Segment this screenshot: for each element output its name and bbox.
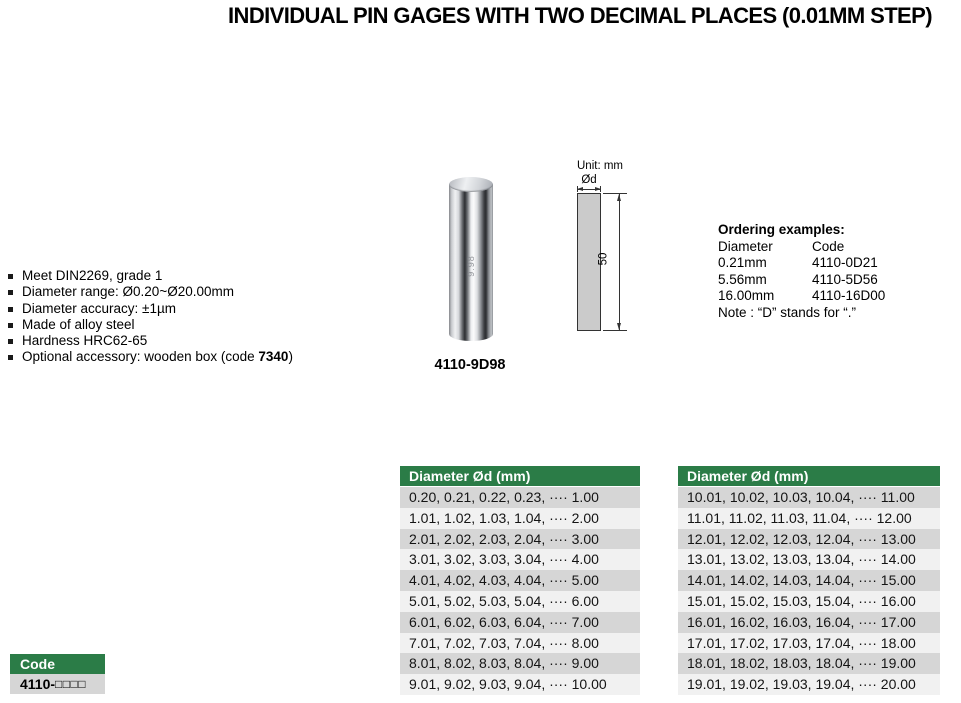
table-row: 11.01, 11.02, 11.03, 11.04, ···· 12.00 xyxy=(678,508,940,529)
diameter-dim-label: Ød xyxy=(581,174,597,186)
ordering-code: 4110-16D00 xyxy=(812,288,886,303)
ordering-row xyxy=(718,288,885,305)
ordering-row xyxy=(718,272,885,289)
table-row: 16.01, 16.02, 16.03, 16.04, ···· 17.00 xyxy=(678,612,940,633)
table-row: 19.01, 19.02, 19.03, 19.04, ···· 20.00 xyxy=(678,674,940,695)
feature-code-bold: 7340 xyxy=(258,349,289,365)
feature-item xyxy=(8,349,293,365)
table-row: 14.01, 14.02, 14.03, 14.04, ···· 15.00 xyxy=(678,570,940,591)
model-code-label: 4110-9D98 xyxy=(434,357,506,373)
table-body xyxy=(678,487,940,695)
extension-line xyxy=(603,330,627,331)
unit-label: Unit: mm xyxy=(577,160,623,172)
bullet-square-icon xyxy=(8,290,13,295)
ordering-row xyxy=(718,255,885,272)
ordering-code: 4110-5D56 xyxy=(812,271,878,287)
table-row: 12.01, 12.02, 12.03, 12.04, ···· 13.00 xyxy=(678,529,940,550)
feature-item xyxy=(8,268,293,284)
table-row: 0.20, 0.21, 0.22, 0.23, ···· 1.00 xyxy=(400,487,640,508)
page-title: INDIVIDUAL PIN GAGES WITH TWO DECIMAL PLACES (0.01MM STEP) xyxy=(228,3,932,28)
code-box xyxy=(10,654,105,694)
code-prefix: 4110- xyxy=(20,676,56,692)
table-row: 6.01, 6.02, 6.03, 6.04, ···· 7.00 xyxy=(400,612,640,633)
ordering-note: Note : “D” stands for “.” xyxy=(718,304,857,320)
ordering-code: 4110-0D21 xyxy=(812,255,878,270)
table-row: 10.01, 10.02, 10.03, 10.04, ···· 11.00 xyxy=(678,487,940,508)
ordering-header-row xyxy=(718,239,885,256)
pin-gage-image xyxy=(449,177,493,341)
length-dim-label: 50 xyxy=(597,252,610,266)
table-header: Diameter Ød (mm) xyxy=(400,466,640,487)
code-box-header: Code xyxy=(10,654,105,674)
bullet-square-icon xyxy=(8,355,13,360)
table-body xyxy=(400,487,640,695)
ordering-col-diameter: Diameter xyxy=(718,238,773,254)
ordering-heading: Ordering examples: xyxy=(718,222,845,237)
feature-item xyxy=(8,301,293,317)
table-row: 7.01, 7.02, 7.03, 7.04, ···· 8.00 xyxy=(400,633,640,654)
feature-text: Hardness HRC62-65 xyxy=(22,333,148,349)
pin-top-face xyxy=(449,177,493,192)
feature-text: Diameter accuracy: ±1µm xyxy=(22,300,176,316)
table-row: 3.01, 3.02, 3.03, 3.04, ···· 4.00 xyxy=(400,549,640,570)
feature-text: Made of alloy steel xyxy=(22,316,135,332)
table-row: 15.01, 15.02, 15.03, 15.04, ···· 16.00 xyxy=(678,591,940,612)
bullet-square-icon xyxy=(8,323,13,328)
table-row: 8.01, 8.02, 8.03, 8.04, ···· 9.00 xyxy=(400,653,640,674)
table-row: 9.01, 9.02, 9.03, 9.04, ···· 10.00 xyxy=(400,674,640,695)
ordering-diameter: 0.21mm xyxy=(718,255,767,270)
feature-text: Optional accessory: wooden box (code 7340) xyxy=(22,349,293,365)
table-row: 4.01, 4.02, 4.03, 4.04, ···· 5.00 xyxy=(400,570,640,591)
diameter-table-right xyxy=(678,466,940,695)
extension-line xyxy=(603,193,627,194)
feature-text: Meet DIN2269, grade 1 xyxy=(22,268,163,283)
length-dimension-line xyxy=(619,194,620,330)
bullet-square-icon xyxy=(8,274,13,279)
feature-list xyxy=(8,268,293,366)
table-row: 13.01, 13.02, 13.03, 13.04, ···· 14.00 xyxy=(678,549,940,570)
ordering-diameter: 5.56mm xyxy=(718,271,767,287)
code-placeholder-squares: □□□□ xyxy=(55,677,87,691)
bullet-square-icon xyxy=(8,307,13,312)
arrow-right-icon xyxy=(595,187,601,191)
diameter-dimension-line xyxy=(577,189,601,190)
arrow-up-icon xyxy=(617,194,621,201)
arrow-left-icon xyxy=(577,187,583,191)
diameter-table-left xyxy=(400,466,640,695)
table-row: 2.01, 2.02, 2.03, 2.04, ···· 3.00 xyxy=(400,529,640,550)
table-header: Diameter Ød (mm) xyxy=(678,466,940,487)
table-row: 18.01, 18.02, 18.03, 18.04, ···· 19.00 xyxy=(678,653,940,674)
table-row: 1.01, 1.02, 1.03, 1.04, ···· 2.00 xyxy=(400,508,640,529)
bullet-square-icon xyxy=(8,339,13,344)
code-box-value xyxy=(10,674,105,694)
table-row: 5.01, 5.02, 5.03, 5.04, ···· 6.00 xyxy=(400,591,640,612)
feature-item xyxy=(8,317,293,333)
ordering-col-code: Code xyxy=(812,238,845,254)
feature-text: Diameter range: Ø0.20~Ø20.00mm xyxy=(22,284,234,300)
feature-item xyxy=(8,284,293,300)
ordering-examples xyxy=(718,222,885,321)
feature-item xyxy=(8,333,293,349)
arrow-down-icon xyxy=(617,323,621,330)
table-row: 17.01, 17.02, 17.03, 17.04, ···· 18.00 xyxy=(678,633,940,654)
ordering-diameter: 16.00mm xyxy=(718,288,775,303)
pin-engraving-text: 9.98 xyxy=(466,254,476,277)
